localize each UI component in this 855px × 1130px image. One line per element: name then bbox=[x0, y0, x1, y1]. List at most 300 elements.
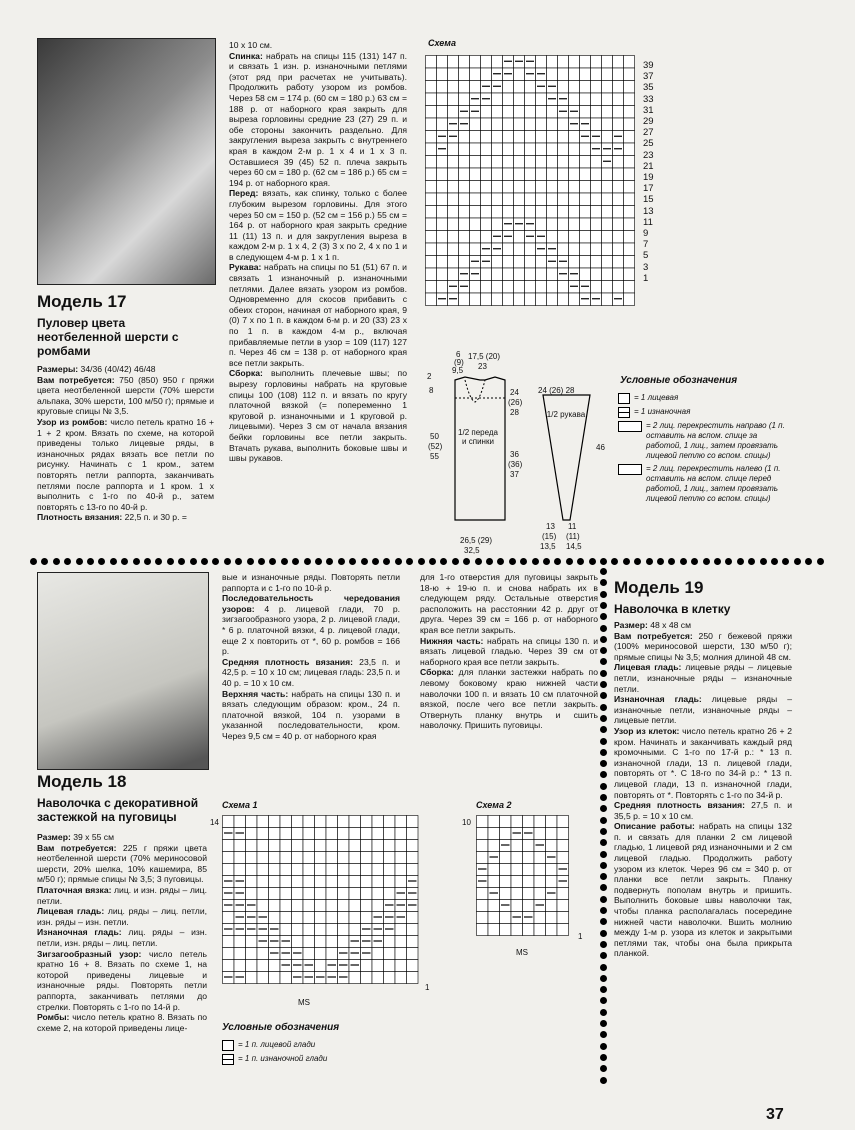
model-17-paragraph: 10 х 10 см. bbox=[229, 40, 273, 50]
grid-cell bbox=[395, 864, 407, 876]
grid-cell bbox=[624, 231, 635, 244]
grid-cell bbox=[557, 900, 569, 912]
divider-dot bbox=[760, 558, 767, 565]
divider-dot bbox=[600, 558, 607, 565]
grid-cell bbox=[558, 218, 569, 231]
grid-cell bbox=[326, 876, 338, 888]
scheme-row-number: 7 bbox=[643, 239, 649, 251]
grid-cell bbox=[407, 924, 419, 936]
dim-h: 24 bbox=[510, 388, 519, 397]
grid-cell bbox=[602, 231, 613, 244]
grid-cell bbox=[470, 81, 481, 94]
grid-cell bbox=[372, 960, 384, 972]
grid-cell bbox=[602, 106, 613, 119]
grid-cell bbox=[624, 243, 635, 256]
divider-dot bbox=[258, 558, 265, 565]
grid-cell bbox=[437, 118, 448, 131]
grid-cell bbox=[459, 243, 470, 256]
grid-cell bbox=[223, 936, 235, 948]
grid-cell bbox=[523, 888, 535, 900]
divider-dot bbox=[771, 558, 778, 565]
grid-cell bbox=[602, 81, 613, 94]
grid-cell bbox=[315, 852, 327, 864]
grid-cell bbox=[459, 156, 470, 169]
grid-cell bbox=[437, 106, 448, 119]
grid-cell bbox=[303, 912, 315, 924]
grid-cell bbox=[426, 256, 437, 269]
stockinette-symbol-icon bbox=[222, 1040, 234, 1051]
grid-cell bbox=[280, 888, 292, 900]
grid-cell bbox=[246, 816, 258, 828]
grid-cell bbox=[372, 972, 384, 984]
grid-cell bbox=[613, 206, 624, 219]
scheme-row-number: 3 bbox=[643, 261, 649, 273]
grid-cell bbox=[536, 193, 547, 206]
grid-cell bbox=[488, 816, 500, 828]
grid-cell bbox=[257, 840, 269, 852]
grid-cell bbox=[500, 888, 512, 900]
grid-cell bbox=[525, 243, 536, 256]
model-19-paragraph: Описание работы: набрать на спицы 132 п. и связать для планки 2 см лицевой гладью, 1 лицевой ряд изнаночными и 2 см лицевой гладью. Продолжить работу узором из клеток. Через 96 см = 340 р. от планки все петли закрыть. Планку подвернуть пополам внутрь и пришить. Выполнить боковые швы наволочки так, чтобы планка располагалась посередине нижней части наволочки. Вшить молнию между 1-м р. узора из клеток и закрытыми петлями так, чтобы она была прикрыта планкой. bbox=[614, 821, 793, 959]
grid-cell bbox=[303, 888, 315, 900]
divider-dot bbox=[600, 930, 607, 937]
grid-cell bbox=[349, 828, 361, 840]
scheme-row-number: 9 bbox=[643, 228, 649, 240]
zigzag-scheme-chart bbox=[222, 815, 422, 995]
grid-cell bbox=[511, 876, 523, 888]
grid-cell bbox=[580, 93, 591, 106]
grid-cell bbox=[280, 972, 292, 984]
legend-knit: = 1 лицевая bbox=[618, 393, 793, 404]
dim-u: 13 bbox=[546, 522, 555, 531]
grid-cell bbox=[569, 243, 580, 256]
grid-cell bbox=[437, 268, 448, 281]
divider-dot bbox=[600, 602, 607, 609]
divider-dot bbox=[121, 558, 128, 565]
grid-cell bbox=[246, 948, 258, 960]
dim-d: 17,5 (20) bbox=[468, 352, 501, 361]
grid-cell bbox=[525, 281, 536, 294]
grid-cell bbox=[514, 243, 525, 256]
divider-dot bbox=[110, 558, 117, 565]
scheme-row-number: 15 bbox=[643, 194, 654, 206]
grid-cell bbox=[536, 56, 547, 69]
grid-cell bbox=[547, 56, 558, 69]
grid-cell bbox=[338, 936, 350, 948]
grid-cell bbox=[569, 168, 580, 181]
grid-cell bbox=[269, 912, 281, 924]
divider-dot bbox=[600, 726, 607, 733]
grid-cell bbox=[523, 840, 535, 852]
divider-dot bbox=[53, 558, 60, 565]
grid-cell bbox=[426, 81, 437, 94]
grid-cell bbox=[292, 876, 304, 888]
grid-cell bbox=[580, 268, 591, 281]
grid-cell bbox=[536, 268, 547, 281]
grid-cell bbox=[525, 168, 536, 181]
grid-cell bbox=[280, 864, 292, 876]
grid-cell bbox=[624, 193, 635, 206]
grid-cell bbox=[602, 193, 613, 206]
divider-dot bbox=[64, 558, 71, 565]
grid-cell bbox=[315, 876, 327, 888]
divider-dot bbox=[349, 558, 356, 565]
grid-cell bbox=[448, 181, 459, 194]
grid-cell bbox=[557, 840, 569, 852]
grid-cell bbox=[234, 864, 246, 876]
grid-cell bbox=[384, 888, 396, 900]
grid-cell bbox=[591, 56, 602, 69]
model-18-text-col2 bbox=[222, 572, 400, 742]
model-18-paragraph: Изнаночная гладь: лиц. ряды – изн. петли, изн. ряды – лиц. петли. bbox=[37, 927, 208, 948]
grid-cell bbox=[426, 218, 437, 231]
grid-cell bbox=[523, 900, 535, 912]
grid-cell bbox=[477, 828, 489, 840]
divider-dot bbox=[520, 558, 527, 565]
grid-cell bbox=[546, 900, 558, 912]
grid-cell bbox=[503, 193, 514, 206]
scheme-row-number: 5 bbox=[643, 250, 649, 262]
grid-cell bbox=[448, 93, 459, 106]
grid-cell bbox=[459, 256, 470, 269]
scheme-row-number: 31 bbox=[643, 104, 654, 116]
grid-cell bbox=[534, 888, 546, 900]
model-17-legend bbox=[618, 393, 793, 504]
grid-cell bbox=[536, 168, 547, 181]
grid-cell bbox=[470, 68, 481, 81]
grid-cell bbox=[246, 888, 258, 900]
grid-cell bbox=[547, 168, 558, 181]
grid-cell bbox=[500, 828, 512, 840]
grid-cell bbox=[384, 864, 396, 876]
grid-cell bbox=[558, 156, 569, 169]
divider-dot bbox=[167, 558, 174, 565]
grid-cell bbox=[558, 281, 569, 294]
grid-cell bbox=[448, 81, 459, 94]
grid-cell bbox=[624, 281, 635, 294]
grid-cell bbox=[292, 924, 304, 936]
grid-cell bbox=[292, 840, 304, 852]
grid-cell bbox=[384, 876, 396, 888]
grid-cell bbox=[481, 206, 492, 219]
grid-cell bbox=[470, 143, 481, 156]
model-19-paragraph: Лицевая гладь: лицевые ряды – лицевые петли, изнаночные ряды – изнаночные петли. bbox=[614, 662, 792, 694]
divider-dot bbox=[668, 558, 675, 565]
grid-cell bbox=[246, 864, 258, 876]
model-17-subtitle: Пуловер цвета неотбеленной шерсти с ромбами bbox=[37, 316, 179, 358]
grid-cell bbox=[536, 131, 547, 144]
grid-cell bbox=[292, 912, 304, 924]
grid-cell bbox=[492, 268, 503, 281]
scheme-row-number: 11 bbox=[643, 216, 653, 228]
divider-dot bbox=[600, 873, 607, 880]
grid-cell bbox=[557, 912, 569, 924]
model-19-paragraph: Размер: 48 х 48 см bbox=[614, 620, 691, 630]
grid-cell bbox=[326, 900, 338, 912]
grid-cell bbox=[546, 876, 558, 888]
model-17-photo bbox=[37, 38, 216, 285]
divider-dot bbox=[212, 558, 219, 565]
grid-cell bbox=[511, 888, 523, 900]
grid-cell bbox=[269, 816, 281, 828]
divider-dot bbox=[554, 558, 561, 565]
grid-cell bbox=[481, 156, 492, 169]
grid-cell bbox=[503, 118, 514, 131]
grid-cell bbox=[511, 840, 523, 852]
grid-cell bbox=[503, 143, 514, 156]
divider-dot bbox=[600, 884, 607, 891]
grid-cell bbox=[580, 206, 591, 219]
divider-dot bbox=[372, 558, 379, 565]
reverse-symbol-icon bbox=[222, 1054, 234, 1065]
grid-cell bbox=[514, 268, 525, 281]
grid-cell bbox=[470, 156, 481, 169]
grid-cell bbox=[503, 268, 514, 281]
grid-cell bbox=[234, 816, 246, 828]
grid-cell bbox=[459, 131, 470, 144]
grid-cell bbox=[459, 206, 470, 219]
grid-cell bbox=[503, 256, 514, 269]
divider-dot bbox=[600, 1065, 607, 1072]
grid-cell bbox=[591, 106, 602, 119]
grid-cell bbox=[338, 912, 350, 924]
grid-cell bbox=[602, 243, 613, 256]
grid-cell bbox=[613, 168, 624, 181]
rhombus-scheme-chart bbox=[476, 815, 576, 945]
grid-cell bbox=[470, 56, 481, 69]
grid-cell bbox=[514, 118, 525, 131]
grid-cell bbox=[303, 936, 315, 948]
divider-dot bbox=[589, 558, 596, 565]
grid-cell bbox=[477, 888, 489, 900]
grid-cell bbox=[523, 864, 535, 876]
dim-c: 9,5 bbox=[452, 366, 464, 375]
grid-cell bbox=[534, 924, 546, 936]
divider-dot bbox=[600, 1009, 607, 1016]
divider-dot bbox=[600, 1031, 607, 1038]
grid-cell bbox=[569, 256, 580, 269]
model-19-title: Модель 19 bbox=[614, 578, 704, 597]
divider-dot bbox=[600, 794, 607, 801]
model-19-subtitle: Наволочка в клетку bbox=[614, 602, 731, 616]
grid-cell bbox=[591, 256, 602, 269]
grid-cell bbox=[500, 924, 512, 936]
model-17-title: Модель 17 bbox=[37, 292, 127, 311]
grid-cell bbox=[624, 56, 635, 69]
grid-cell bbox=[613, 193, 624, 206]
model-18-text-col3 bbox=[420, 572, 598, 731]
grid-cell bbox=[558, 168, 569, 181]
grid-cell bbox=[459, 68, 470, 81]
model-18-text-col1 bbox=[37, 832, 207, 1033]
divider-dot bbox=[805, 558, 812, 565]
model-19-text bbox=[614, 620, 792, 959]
grid-cell bbox=[437, 231, 448, 244]
grid-cell bbox=[223, 852, 235, 864]
grid-cell bbox=[470, 168, 481, 181]
divider-dot bbox=[577, 558, 584, 565]
grid-cell bbox=[536, 143, 547, 156]
grid-cell bbox=[569, 193, 580, 206]
grid-cell bbox=[448, 218, 459, 231]
model-18-paragraph: Нижняя часть: набрать на спицы 130 п. и вязать лицевой гладью. Через 39 см от наборного края все петли закрыть. bbox=[420, 635, 598, 667]
grid-cell bbox=[511, 900, 523, 912]
pattern-label-sleeve: 1/2 рукава bbox=[546, 410, 586, 419]
grid-cell bbox=[234, 936, 246, 948]
grid-cell bbox=[269, 876, 281, 888]
grid-cell bbox=[602, 131, 613, 144]
grid-cell bbox=[514, 193, 525, 206]
divider-dot bbox=[133, 558, 140, 565]
grid-cell bbox=[315, 912, 327, 924]
grid-cell bbox=[525, 156, 536, 169]
grid-cell bbox=[547, 293, 558, 306]
grid-cell bbox=[384, 852, 396, 864]
grid-cell bbox=[525, 106, 536, 119]
scheme-row-number: 39 bbox=[643, 60, 654, 71]
grid-cell bbox=[591, 206, 602, 219]
grid-cell bbox=[426, 106, 437, 119]
dim-f: 2 bbox=[427, 372, 432, 381]
grid-cell bbox=[488, 924, 500, 936]
grid-cell bbox=[534, 864, 546, 876]
grid-cell bbox=[514, 293, 525, 306]
grid-cell bbox=[481, 231, 492, 244]
grid-cell bbox=[557, 852, 569, 864]
grid-cell bbox=[503, 206, 514, 219]
grid-cell bbox=[492, 256, 503, 269]
grid-cell bbox=[326, 852, 338, 864]
grid-cell bbox=[448, 56, 459, 69]
grid-cell bbox=[481, 193, 492, 206]
grid-cell bbox=[536, 118, 547, 131]
divider-dot bbox=[600, 715, 607, 722]
divider-dot bbox=[600, 907, 607, 914]
grid-cell bbox=[591, 281, 602, 294]
divider-dot bbox=[178, 558, 185, 565]
grid-cell bbox=[580, 68, 591, 81]
grid-cell bbox=[338, 876, 350, 888]
divider-dot bbox=[600, 851, 607, 858]
model-17-text-col1 bbox=[37, 364, 214, 523]
grid-cell bbox=[326, 936, 338, 948]
grid-cell bbox=[514, 168, 525, 181]
grid-cell bbox=[525, 143, 536, 156]
grid-cell bbox=[602, 118, 613, 131]
grid-cell bbox=[492, 181, 503, 194]
grid-cell bbox=[580, 156, 591, 169]
grid-cell bbox=[536, 256, 547, 269]
grid-cell bbox=[569, 231, 580, 244]
grid-cell bbox=[292, 900, 304, 912]
grid-cell bbox=[426, 231, 437, 244]
grid-cell bbox=[470, 293, 481, 306]
grid-cell bbox=[303, 852, 315, 864]
grid-cell bbox=[459, 193, 470, 206]
divider-dot bbox=[600, 1054, 607, 1061]
grid-cell bbox=[234, 960, 246, 972]
model-19-paragraph: Изнаночная гладь: лицевые ряды – изнаночные петли, изнаночные ряды – лицевые петли. bbox=[614, 694, 792, 726]
grid-cell bbox=[292, 888, 304, 900]
divider-dot bbox=[600, 613, 607, 620]
grid-cell bbox=[534, 816, 546, 828]
grid-cell bbox=[315, 864, 327, 876]
grid-cell bbox=[269, 960, 281, 972]
grid-cell bbox=[459, 93, 470, 106]
grid-cell bbox=[602, 93, 613, 106]
grid-cell bbox=[470, 118, 481, 131]
grid-cell bbox=[481, 281, 492, 294]
model-17-paragraph: Плотность вязания: 22,5 п. и 30 р. = bbox=[37, 512, 187, 523]
grid-cell bbox=[492, 143, 503, 156]
grid-cell bbox=[569, 143, 580, 156]
grid-cell bbox=[326, 912, 338, 924]
grid-cell bbox=[315, 816, 327, 828]
grid-cell bbox=[525, 268, 536, 281]
grid-cell bbox=[591, 168, 602, 181]
grid-cell bbox=[459, 181, 470, 194]
dim-n: 55 bbox=[430, 452, 439, 461]
divider-dot bbox=[600, 658, 607, 665]
grid-cell bbox=[292, 816, 304, 828]
grid-cell bbox=[269, 840, 281, 852]
grid-cell bbox=[523, 876, 535, 888]
divider-dot bbox=[600, 839, 607, 846]
grid-cell bbox=[569, 218, 580, 231]
divider-dot bbox=[247, 558, 254, 565]
grid-cell bbox=[315, 900, 327, 912]
divider-dot bbox=[600, 749, 607, 756]
scheme-2-bottom-row: 1 bbox=[578, 932, 583, 941]
grid-cell bbox=[514, 256, 525, 269]
scheme-row-number: 35 bbox=[643, 82, 654, 94]
divider-dot bbox=[600, 625, 607, 632]
grid-cell bbox=[407, 960, 419, 972]
grid-cell bbox=[361, 900, 373, 912]
dim-g: 8 bbox=[429, 386, 434, 395]
grid-cell bbox=[384, 840, 396, 852]
grid-cell bbox=[481, 118, 492, 131]
divider-dot bbox=[600, 1043, 607, 1050]
divider-dot bbox=[509, 558, 516, 565]
grid-cell bbox=[514, 156, 525, 169]
grid-cell bbox=[361, 876, 373, 888]
divider-dot bbox=[600, 647, 607, 654]
grid-cell bbox=[547, 156, 558, 169]
divider-dot bbox=[623, 558, 630, 565]
grid-cell bbox=[470, 243, 481, 256]
grid-cell bbox=[624, 268, 635, 281]
grid-cell bbox=[624, 143, 635, 156]
model-18-subtitle: Наволочка с декоративной застежкой на пуговицы bbox=[37, 796, 199, 824]
grid-cell bbox=[514, 231, 525, 244]
divider-dot bbox=[326, 558, 333, 565]
grid-cell bbox=[395, 876, 407, 888]
grid-cell bbox=[280, 912, 292, 924]
grid-cell bbox=[338, 840, 350, 852]
grid-cell bbox=[372, 828, 384, 840]
grid-cell bbox=[481, 56, 492, 69]
grid-cell bbox=[624, 168, 635, 181]
grid-cell bbox=[547, 68, 558, 81]
divider-dot bbox=[292, 558, 299, 565]
grid-cell bbox=[395, 948, 407, 960]
grid-cell bbox=[280, 924, 292, 936]
divider-dot bbox=[714, 558, 721, 565]
dim-v: (15) bbox=[542, 532, 557, 541]
grid-cell bbox=[470, 181, 481, 194]
grid-cell bbox=[437, 218, 448, 231]
